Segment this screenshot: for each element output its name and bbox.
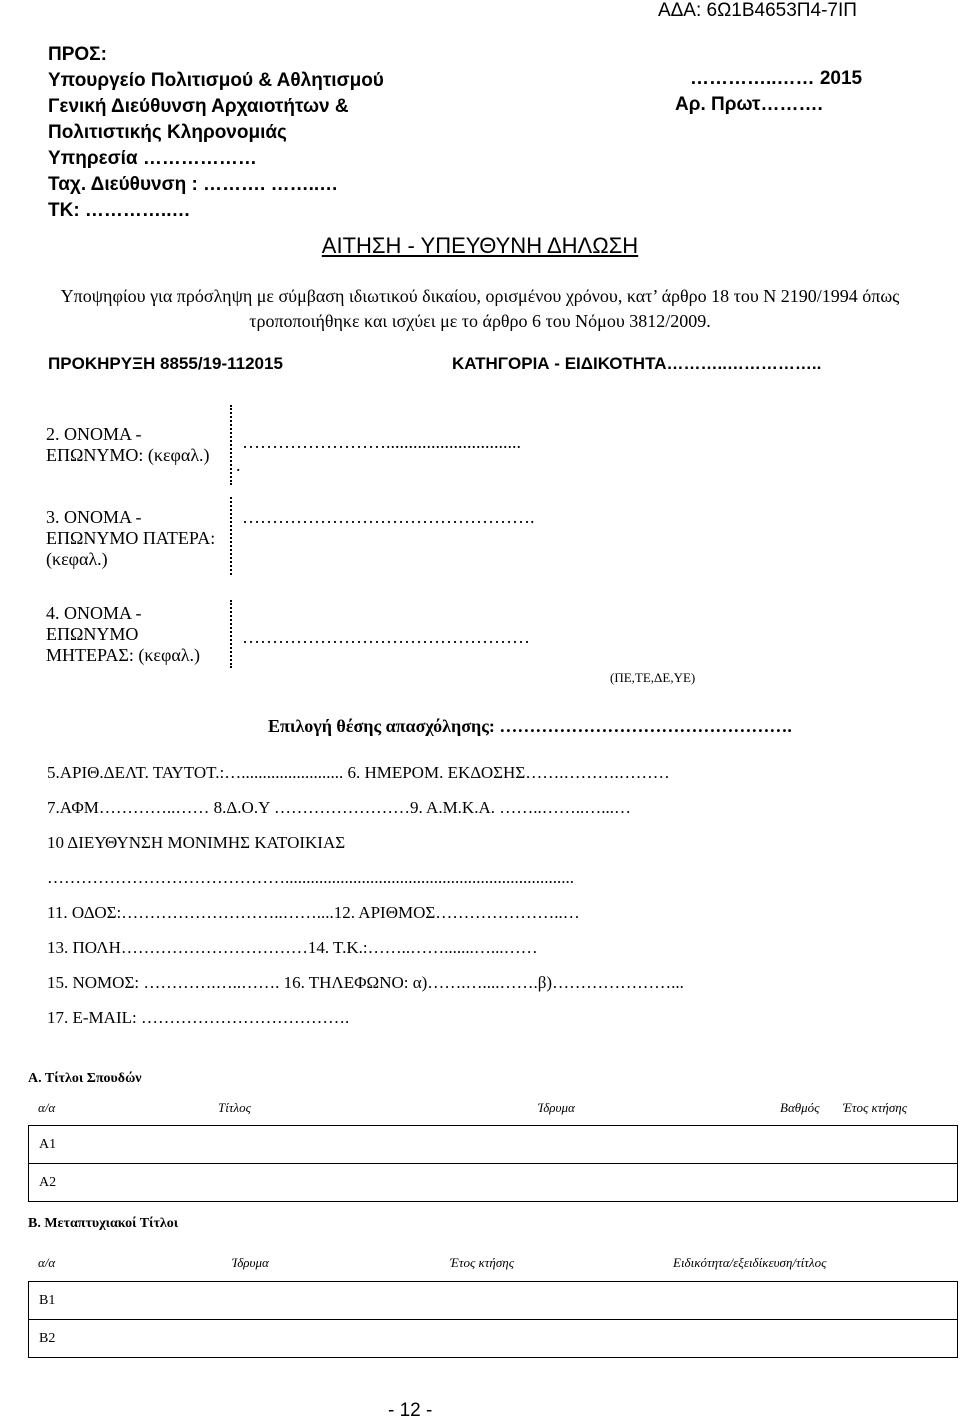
row-label: Β1	[29, 1282, 958, 1320]
email-line[interactable]: 17. E-MAIL: ……………………………….	[47, 1008, 350, 1027]
father-name-label: 3. ΟΝΟΜΑ - ΕΠΩΝΥΜΟ ΠΑΤΕΡΑ: (κεφαλ.)	[46, 507, 216, 569]
column-header: Τίτλος	[218, 1100, 251, 1115]
recipient-line: Γενική Διεύθυνση Αρχαιοτήτων &	[48, 96, 349, 117]
column-header: α/α	[38, 1100, 56, 1115]
id-card-line[interactable]: 5.ΑΡΙΘ.ΔΕΛΤ. ΤΑΥΤΟΤ.:…........................ 6. ΗΜΕΡΟΜ. ΕΚΔΟΣΗΣ…….……….………	[47, 763, 670, 782]
table-row[interactable]	[29, 1126, 958, 1164]
date-line[interactable]: …………..…… 2015	[690, 68, 863, 89]
mother-name-label: 4. ΟΝΟΜΑ - ΕΠΩΝΥΜΟ ΜΗΤΕΡΑΣ: (κεφαλ.)	[46, 603, 201, 665]
mother-name-value[interactable]: …………………………………………	[242, 627, 530, 647]
field-divider	[230, 600, 232, 668]
field-divider	[230, 405, 232, 485]
name-value[interactable]: ……………………..............................	[242, 432, 521, 452]
father-name-value[interactable]: ………………………………………….	[242, 507, 535, 527]
column-header: Έτος κτήσης	[843, 1100, 907, 1115]
section-b-title: Β. Μεταπτυχιακοί Τίτλοι	[28, 1216, 179, 1231]
column-header: Ειδικότητα/εξειδίκευση/τίτλος	[673, 1255, 827, 1270]
row-label: Β2	[29, 1320, 958, 1358]
table-row[interactable]	[29, 1320, 958, 1358]
table-row[interactable]	[29, 1164, 958, 1202]
city-line[interactable]: 13. ΠΟΛΗ……………………………14. Τ.Κ.:……..…….......…...……	[47, 938, 538, 957]
address-heading: 10 ΔΙΕΥΘΥΝΣΗ ΜΟΝΙΜΗΣ ΚΑΤΟΙΚΙΑΣ	[47, 833, 346, 852]
column-header: Βαθμός	[780, 1100, 820, 1115]
recipient-line: Ταχ. Διεύθυνση : ………. ……..…	[48, 174, 339, 195]
postgraduate-table	[28, 1281, 958, 1358]
row-label: Α1	[29, 1126, 958, 1164]
intro-paragraph: Υποψηφίου για πρόσληψη με σύμβαση ιδιωτικού δικαίου, ορισμένου χρόνου, κατ’ άρθρο 18 του Ν 2190/1994 όπως τροποποιήθηκε και ισχύει με το άρθρο 6 του Νόμου 3812/2009.	[60, 286, 900, 331]
recipient-line: ΠΡΟΣ:	[48, 44, 107, 65]
category-hint: (ΠΕ,ΤΕ,ΔΕ,ΥΕ)	[610, 670, 696, 685]
recipient-line: Υπουργείο Πολιτισμού & Αθλητισμού	[48, 70, 384, 91]
recipient-block	[48, 42, 384, 224]
row-label: Α2	[29, 1164, 958, 1202]
position-choice-field[interactable]: Επιλογή θέσης απασχόλησης: ………………………………………….	[268, 716, 792, 736]
name-label: 2. ΟΝΟΜΑ - ΕΠΩΝΥΜΟ: (κεφαλ.)	[46, 424, 210, 465]
table-row[interactable]	[29, 1282, 958, 1320]
document-title: ΑΙΤΗΣΗ - ΥΠΕΥΘΥΝΗ ΔΗΛΩΣΗ	[321, 233, 639, 258]
page-number: - 12 -	[388, 1400, 433, 1420]
column-header: Ίδρυμα	[232, 1255, 269, 1270]
street-line[interactable]: 11. ΟΔΟΣ:………………………..……....12. ΑΡΙΘΜΟΣ…………………..…	[47, 903, 580, 922]
recipient-line: ΤΚ: …………..…	[48, 200, 191, 221]
name-value-dot: .	[236, 455, 241, 475]
tax-line[interactable]: 7.ΑΦΜ…………..…… 8.Δ.Ο.Υ ……………………9. Α.Μ.Κ.Α. ……..……..…...…	[47, 798, 631, 817]
prefecture-phone-line[interactable]: 15. ΝΟΜΟΣ: ………….…..……. 16. ΤΗΛΕΦΩΝΟ: α)…….…....…….β)…………………...	[47, 973, 684, 992]
column-header: Ίδρυμα	[538, 1100, 575, 1115]
field-divider	[230, 497, 232, 575]
protocol-line[interactable]: Αρ. Πρωτ……….	[675, 94, 823, 115]
recipient-line: Πολιτιστικής Κληρονομιάς	[48, 122, 287, 143]
studies-table	[28, 1125, 958, 1202]
recipient-line: Υπηρεσία ………………	[48, 148, 257, 169]
column-header: Έτος κτήσης	[450, 1255, 514, 1270]
column-header: α/α	[38, 1255, 56, 1270]
address-line[interactable]: ……………………………………....................................................................	[47, 868, 574, 887]
ada-number: ΑΔΑ: 6Ω1Β4653Π4-7ΙΠ	[657, 0, 857, 21]
category-specialty-field[interactable]: ΚΑΤΗΓΟΡΙΑ - ΕΙΔΙΚΟΤΗΤΑ………..……………..	[452, 354, 822, 373]
proclamation-number: ΠΡΟΚΗΡΥΞΗ 8855/19-112015	[48, 354, 283, 373]
section-a-title: Α. Τίτλοι Σπουδών	[28, 1071, 142, 1086]
